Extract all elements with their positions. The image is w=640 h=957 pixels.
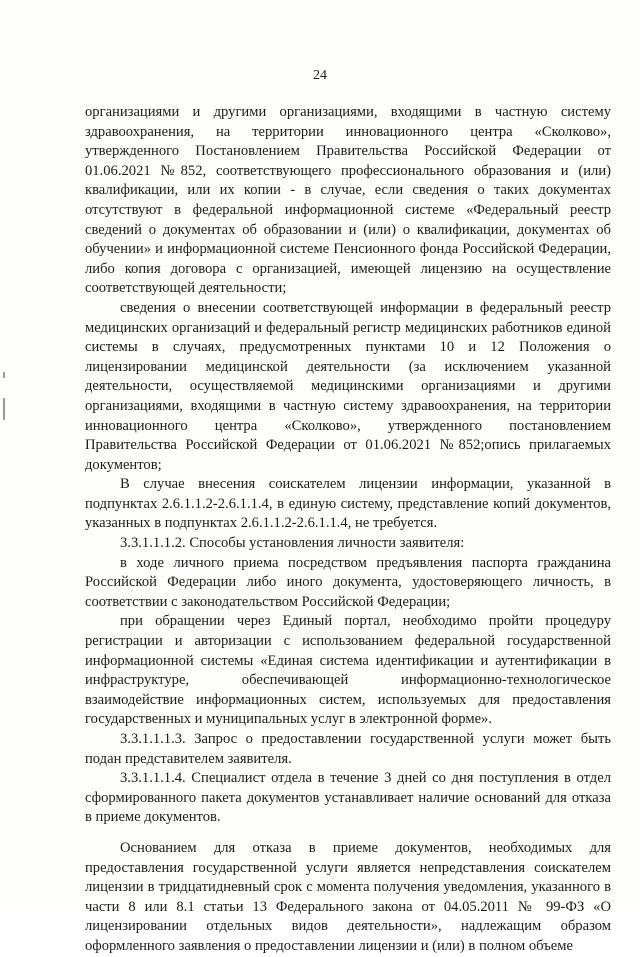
document-body [85, 103, 611, 957]
scan-margin-mark [3, 372, 5, 378]
scan-margin-mark [3, 398, 5, 420]
paragraph-registry-info: сведения о внесении соответствующей информации в федеральный реестр медицинских организаций и федеральный регистр медицинских работников единой системы в случаях, предусмотренных пунктами 10 и 12 Положения о лицензировании медицинской деятельности (за исключением указанной деятельности, осуществляемой медицинскими организациями и другими организациями, входящими в частную систему здравоохранения, на территории инновационного центра «Сколково», утвержденного постановлением Правительства Российской Федерации от 01.06.2021 №852;опись прилагаемых документов; [85, 299, 611, 473]
page-number: 24 [313, 68, 327, 83]
paragraph-refusal-grounds: Основанием для отказа в приеме документов, необходимых для предоставления государственной услуги является непредставления соискателем лицензии в тридцатидневный срок с момента получения уведомления, указанного в части 8 или 8.1 статьи 13 Федерального закона от 04.05.2011 № 99-ФЗ «О лицензировании отдельных видов деятельности», надлежащим образом оформленного заявления о предоставлении лицензии и (или) в полном объеме [85, 839, 611, 954]
paragraph-specialist-check: 3.3.1.1.1.4. Специалист отдела в течение 3 дней со дня поступления в отдел сформированного пакета документов устанавливает наличие оснований для отказа в приеме документов. [85, 770, 611, 826]
paragraph-personal-reception: в ходе личного приема посредством предъявления паспорта гражданина Российской Федерации либо иного документа, удостоверяющего личность, в соответствии с законодательством Российской Федерации; [85, 554, 611, 610]
paragraph-continuation: организациями и другими организациями, входящими в частную систему здравоохранения, на территории инновационного центра «Сколково», утвержденного Постановлением Правительства Российской Федерации от 01.06.2021 №852, соответствующего профессионального образования и (или) квалификации, или их копии - в случае, если сведения о таких документах отсутствуют в федеральной информационной системе «Федеральный реестр сведений о документах об образовании и (или) о квалификации, документах об обучении» и информационной системе Пенсионного фонда Российской Федерации, либо копия договора с организацией, имеющей лицензию на осуществление соответствующей деятельности; [85, 104, 611, 297]
paragraph-single-portal: при обращении через Единый портал, необходимо пройти процедуру регистрации и авторизации с использованием федеральной государственной информационной системы «Единая система идентификации и аутентификации в инфраструктуре, обеспечивающей информационно-технологическое взаимодействие информационных систем, используемых для предоставления государственных и муниципальных услуг в электронной форме». [85, 613, 611, 728]
paragraph-representative: 3.3.1.1.1.3. Запрос о предоставлении государственной услуги может быть подан представителем заявителя. [85, 731, 611, 767]
paragraph-single-system: В случае внесения соискателем лицензии информации, указанной в подпунктах 2.6.1.1.2-2.6.1.1.4, в единую систему, представление копий документов, указанных в подпунктах 2.6.1.1.2-2.6.1.1.4, не требуется. [85, 476, 611, 532]
paragraph-identity-methods-heading: 3.3.1.1.1.2. Способы установления личности заявителя: [120, 535, 465, 552]
